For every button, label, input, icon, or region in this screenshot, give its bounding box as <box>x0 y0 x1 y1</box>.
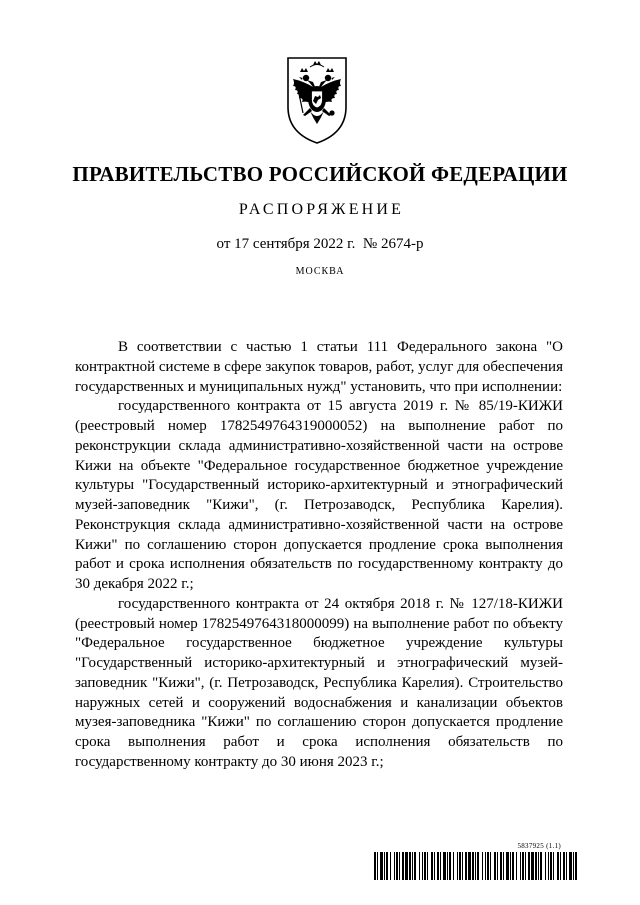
body-paragraph: государственного контракта от 24 октября 2018 г. № 127/18-КИЖИ (реестровый номер 1782549764318000099) на выполнение работ по объекту "Федеральное государственное бюджетное учреждение культуры "Государственный историко-архитектурный и этнографический музей-заповедник "Кижи", (г. Петрозаводск, Республика Карелия). Строительство наружных сетей и сооружений водоснабжения и канализации объектов музея-заповедника "Кижи" по соглашению сторон допускается продление срока выполнения работ и срока исполнения обязательств по государственному контракту до 30 июня 2023 г.; <box>75 595 563 770</box>
body-paragraph: государственного контракта от 15 августа 2019 г. № 85/19-КИЖИ (реестровый номер 1782549764319000052) на выполнение работ по реконструкции склада административно-хозяйственной части на острове Кижи на объекте "Федеральное государственное бюджетное учреждение культуры "Государственный историко-архитектурный и этнографический музей-заповедник "Кижи", (г. Петрозаводск, Республика Карелия). Реконструкция склада административно-хозяйственной части на острове Кижи" по соглашению сторон допускается продление срока выполнения работ и срока исполнения обязательств по государственному контракту до 30 декабря 2022 г.; <box>75 398 563 592</box>
document-body <box>75 338 563 773</box>
body-paragraph: В соответствии с частью 1 статьи 111 Федерального закона "О контрактной системе в сфере закупок товаров, работ, услуг для обеспечения государственных и муниципальных нужд" установить, что при исполнении: <box>75 339 563 395</box>
document-type: РАСПОРЯЖЕНИЕ <box>238 201 405 218</box>
barcode-bars <box>374 852 577 880</box>
document-date-number: от 17 сентября 2022 г. № 2674-р <box>216 236 424 252</box>
coat-of-arms-emblem <box>285 55 349 145</box>
government-title: ПРАВИТЕЛЬСТВО РОССИЙСКОЙ ФЕДЕРАЦИИ <box>72 162 568 186</box>
document-city: МОСКВА <box>295 266 345 277</box>
barcode-code: 5837925 (1.1) <box>517 842 561 850</box>
barcode <box>374 842 577 882</box>
